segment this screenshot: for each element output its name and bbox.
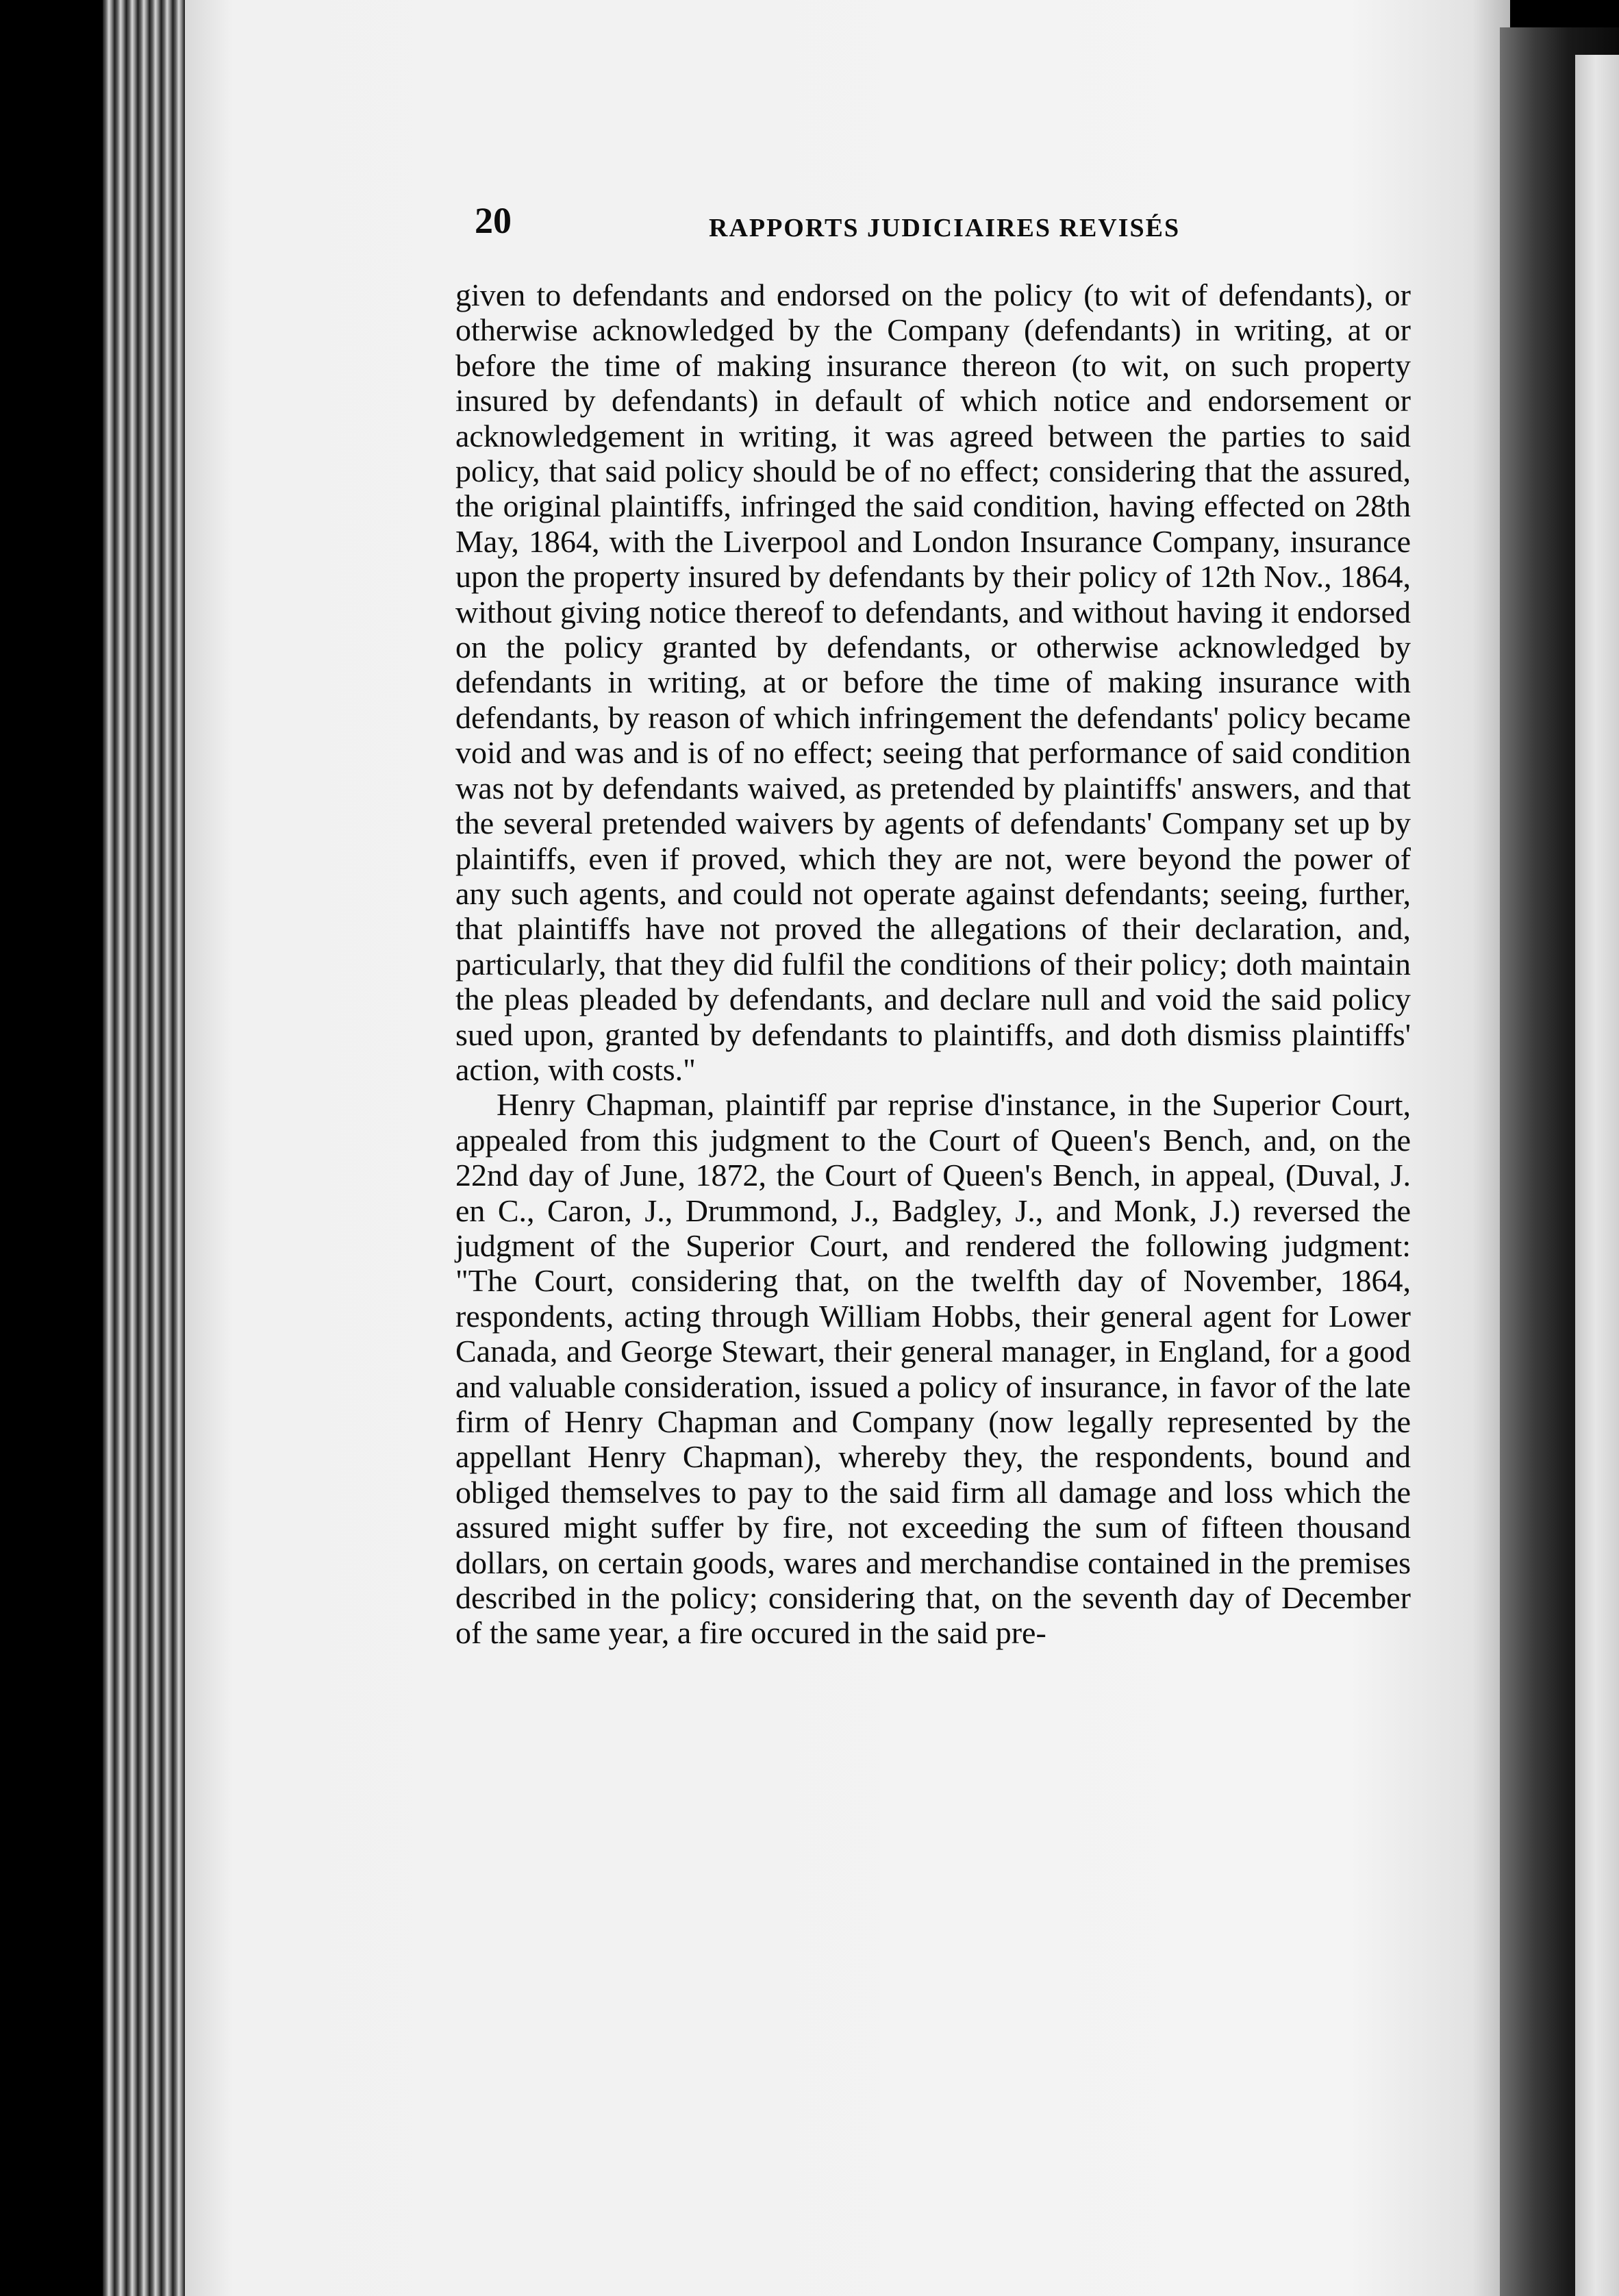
running-title: RAPPORTS JUDICIAIRES REVISÉS: [709, 214, 1181, 242]
body-text: [455, 277, 1411, 1651]
next-page-edge: [1575, 55, 1619, 2296]
paragraph: given to defendants and endorsed on the policy (to wit of defendants), or otherwise acknowledged by the Company (defendants) in writing, at or before the time of making insurance thereon (to wit, on such property insured by defendants) in default of which notice and endorsement or acknowledgement in writing, it was agreed between the parties to said policy, that said policy should be of no effect; considering that the assured, the original plaintiffs, infringed the said condition, having effected on 28th May, 1864, with the Liverpool and London Insurance Company, insurance upon the property insured by defendants by their policy of 12th Nov., 1864, without giving notice thereof to defendants, and without having it endorsed on the policy granted by defendants, or otherwise acknowledged by defendants in writing, at or before the time of making insurance with defendants, by reason of which infringement the defendants' policy became void and was and is of no effect; seeing that performance of said condition was not by defendants waived, as pretended by plaintiffs' answers, and that the several pretended waivers by agents of defendants' Company set up by plaintiffs, even if proved, which they are not, were beyond the power of any such agents, and could not operate against defendants; seeing, further, that plaintiffs have not proved the allegations of their declaration, and, particularly, that they did fulfil the conditions of their policy; doth maintain the pleas pleaded by defendants, and declare null and void the said policy sued upon, granted by defendants to plaintiffs, and doth dismiss plaintiffs' action, with costs.": [455, 277, 1411, 1087]
paragraph: Henry Chapman, plaintiff par reprise d'instance, in the Superior Court, appealed from this judgment to the Court of Queen's Bench, and, on the 22nd day of June, 1872, the Court of Queen's Bench, in appeal, (Duval, J. en C., Caron, J., Drummond, J., Badgley, J., and Monk, J.) reversed the judgment of the Superior Court, and rendered the following judgment: "The Court, considering that, on the twelfth day of November, 1864, respondents, acting through William Hobbs, their general agent for Lower Canada, and George Stewart, their general manager, in England, for a good and valuable consideration, issued a policy of insurance, in favor of the late firm of Henry Chapman and Company (now legally represented by the appellant Henry Chapman), whereby they, the respondents, bound and obliged themselves to pay to the said firm all damage and loss which the assured might suffer by fire, not exceeding the sum of fifteen thousand dollars, on certain goods, wares and merchandise contained in the premises described in the policy; considering that, on the seventh day of December of the same year, a fire occured in the said pre-: [455, 1087, 1411, 1651]
book-page-edges: [103, 0, 192, 2296]
page-number: 20: [475, 200, 512, 241]
page-header: [475, 194, 1420, 249]
